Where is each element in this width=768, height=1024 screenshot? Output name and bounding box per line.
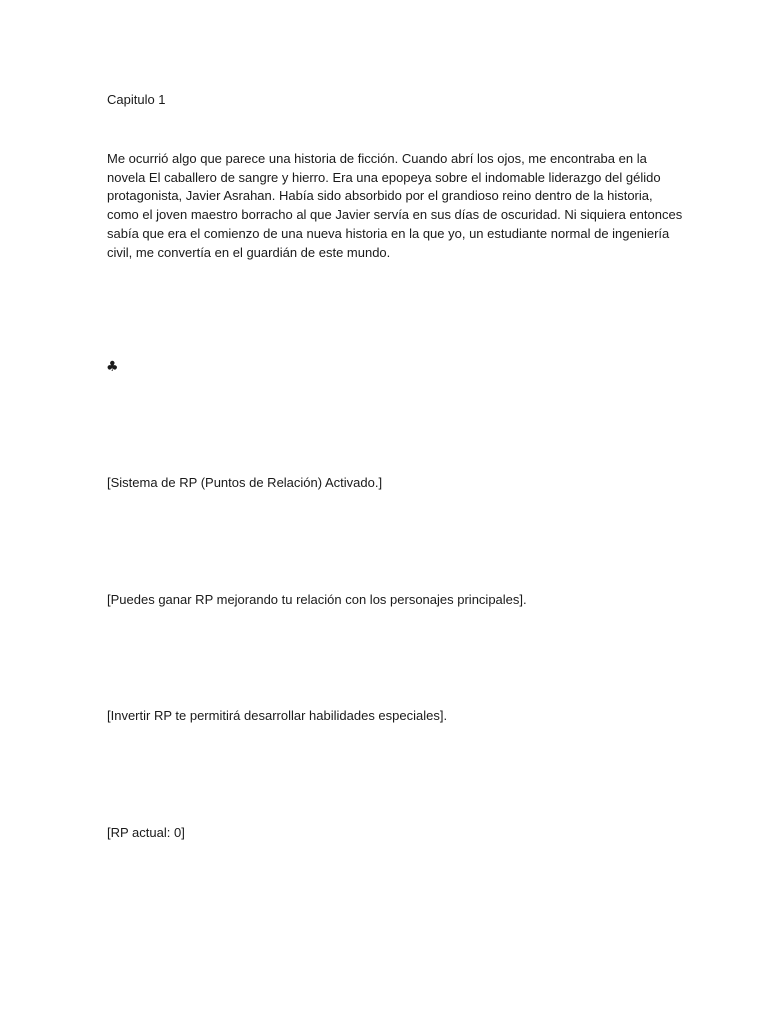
system-message-activation: [Sistema de RP (Puntos de Relación) Activado.]: [107, 475, 383, 490]
intro-line: sabía que era el comienzo de una nueva historia en la que yo, un estudiante normal de ingeniería: [107, 225, 670, 241]
system-message-current-rp: [RP actual: 0]: [107, 825, 185, 840]
club-separator-icon: ♣: [106, 359, 119, 375]
intro-line: Me ocurrió algo que parece una historia de ficción. Cuando abrí los ojos, me encontraba en la: [107, 151, 647, 166]
intro-line: como el joven maestro borracho al que Javier servía en sus días de oscuridad. Ni siquiera entonces: [107, 207, 683, 223]
intro-paragraph: [107, 150, 683, 262]
chapter-title: Capitulo 1: [107, 92, 166, 107]
intro-line: novela El caballero de sangre y hierro. Era una epopeya sobre el indomable liderazgo del gélido: [107, 169, 661, 185]
system-message-earn-rp: [Puedes ganar RP mejorando tu relación con los personajes principales].: [107, 592, 527, 607]
system-message-invest-rp: [Invertir RP te permitirá desarrollar habilidades especiales].: [107, 708, 448, 723]
intro-line: protagonista, Javier Asrahan. Había sido absorbido por el grandioso reino dentro de la historia,: [107, 188, 653, 204]
intro-line: civil, me convertía en el guardián de este mundo.: [107, 244, 391, 260]
